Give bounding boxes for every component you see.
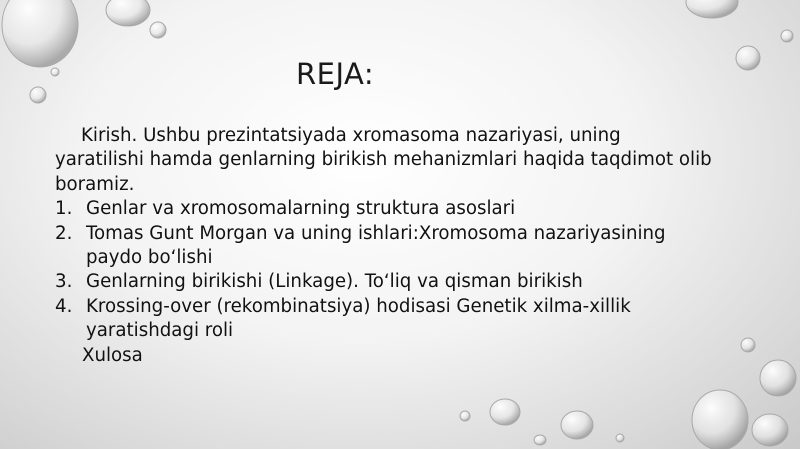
- list-item-number: 3.: [55, 271, 73, 293]
- list-item-number: 4.: [55, 295, 73, 317]
- intro-paragraph: Kirish. Ushbu prezintatsiyada xromasoma nazariyasi, uning yaratilishi hamda genlarning birikish mehanizmlari haqida taqdimot olib boramiz.: [55, 125, 712, 195]
- conclusion: Xulosa: [82, 344, 143, 366]
- list-item-text: Krossing-over (rekombinatsiya) hodisasi Genetik xilma-xillik yaratishdagi roli: [86, 295, 631, 342]
- list-item-text: Genlarning birikishi (Linkage). To‘liq va qisman birikish: [86, 271, 583, 293]
- list-item: [55, 295, 715, 344]
- list-item-text: Tomas Gunt Morgan va uning ishlari:Xromosoma nazariyasining paydo bo‘lishi: [86, 222, 666, 269]
- plan-list: [55, 197, 715, 343]
- list-item: [55, 222, 715, 271]
- list-item-text: Genlar va xromosomalarning struktura asoslari: [86, 198, 516, 220]
- slide-title: REJA:: [296, 57, 375, 91]
- list-item-number: 1.: [55, 198, 73, 220]
- list-item-number: 2.: [55, 222, 73, 244]
- list-item: [55, 197, 715, 221]
- slide-body: [55, 124, 715, 368]
- list-item: [55, 270, 715, 294]
